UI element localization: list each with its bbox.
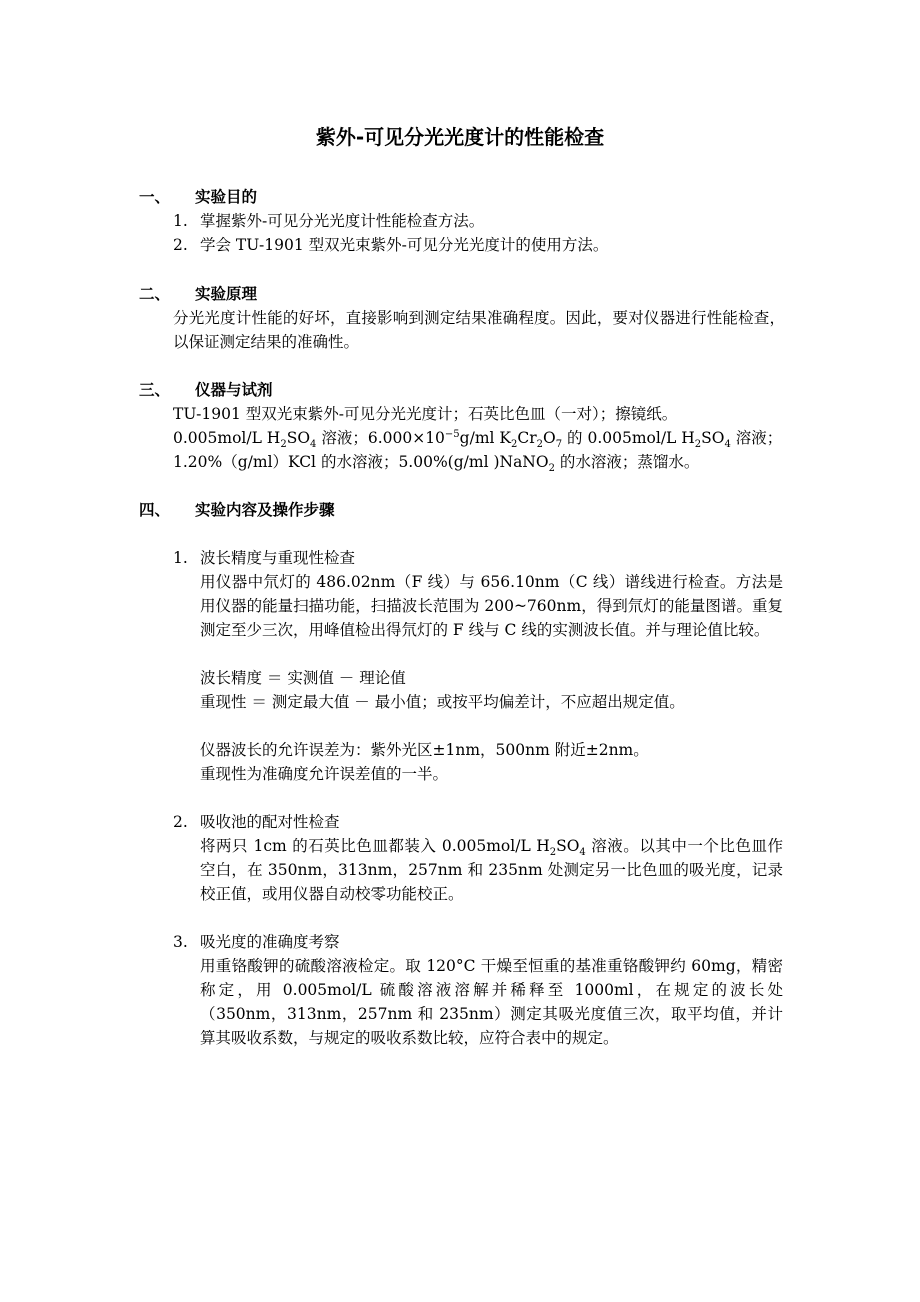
section-title: 实验原理 bbox=[195, 285, 258, 303]
section-number: 四、 bbox=[139, 501, 171, 519]
step-number: 3. bbox=[173, 933, 188, 951]
section-materials bbox=[0, 378, 920, 474]
section-heading bbox=[0, 378, 920, 402]
formula-reproducibility: 重现性 ＝ 测定最大值 － 最小值；或按平均偏差计，不应超出规定值。 bbox=[200, 693, 685, 711]
principle-paragraph: 分光光度计性能的好坏，直接影响到测定结果准确程度。因此，要对仪器进行性能检查，以保证测定结果的准确性。 bbox=[173, 309, 785, 351]
step-title bbox=[0, 546, 920, 570]
step-paragraph: 将两只 1cm 的石英比色皿都装入 0.005mol/L $H_2SO_4$ 溶液。以其中一个比色皿作空白，在 350nm，313nm，257nm 和 235nm 处测定另一比色皿的吸光度，记录校正值，或用仪器自动校零功能校正。 bbox=[200, 837, 783, 903]
section-title: 实验内容及操作步骤 bbox=[195, 501, 335, 519]
step-title-text: 吸光度的准确度考察 bbox=[200, 933, 340, 951]
tolerance-line: 仪器波长的允许误差为：紫外光区±1nm，500nm 附近±2nm。 bbox=[200, 741, 649, 759]
section-title: 仪器与试剂 bbox=[195, 381, 273, 399]
materials-line-instruments: TU-1901 型双光束紫外-可见分光光度计；石英比色皿（一对）；擦镜纸。 bbox=[173, 405, 678, 423]
section-title: 实验目的 bbox=[195, 188, 258, 206]
step-title bbox=[0, 810, 920, 834]
page-title: 紫外-可见分光光度计的性能检查 bbox=[315, 125, 605, 149]
section-principle bbox=[0, 282, 920, 354]
section-heading bbox=[0, 498, 920, 522]
section-objectives bbox=[0, 185, 920, 257]
step-title-text: 波长精度与重现性检查 bbox=[200, 549, 356, 567]
list-item-text: 学会 TU-1901 型双光束紫外-可见分光光度计的使用方法。 bbox=[200, 236, 609, 254]
section-procedure bbox=[0, 498, 920, 1050]
tolerance-line: 重现性为准确度允许误差值的一半。 bbox=[200, 765, 449, 783]
section-number: 一、 bbox=[139, 188, 171, 206]
section-number: 三、 bbox=[139, 381, 171, 399]
materials-line-reagents: 0.005mol/L $H_2SO_4$ 溶液；$6.000\times 10^{-5}g/ml$ $K_2Cr_2O_7$ 的 0.005mol/L $H_2SO_4$ 溶液； bbox=[173, 428, 783, 451]
list-item-text: 掌握紫外-可见分光光度计性能检查方法。 bbox=[200, 212, 485, 230]
list-item bbox=[0, 233, 920, 257]
list-item-number: 1. bbox=[173, 212, 188, 230]
step-number: 2. bbox=[173, 813, 188, 831]
materials-line-solutions: 1.20%（g/ml）KCl 的水溶液；5.00%(g/ml )NaNO$_2$ 的水溶液；蒸馏水。 bbox=[173, 453, 700, 475]
section-heading bbox=[0, 185, 920, 209]
step-paragraph: 用重铬酸钾的硫酸溶液检定。取 120°C 干燥至恒重的基准重铬酸钾约 60mg，精密称定，用 0.005mol/L 硫酸溶液溶解并稀释至 1000ml，在规定的波长处（350nm，313nm，257nm 和 235nm）测定其吸光度值三次，取平均值，并计算其吸收系数，与规定的吸收系数比较，应符合表中的规定。 bbox=[200, 957, 783, 1047]
step-number: 1. bbox=[173, 549, 188, 567]
formula-wavelength-accuracy: 波长精度 ＝ 实测值 － 理论值 bbox=[200, 669, 406, 687]
step-title-text: 吸收池的配对性检查 bbox=[200, 813, 340, 831]
step-paragraph: 用仪器中氘灯的 486.02nm（F 线）与 656.10nm（C 线）谱线进行检查。方法是用仪器的能量扫描功能，扫描波长范围为 200~760nm，得到氘灯的能量图谱。重复测定至少三次，用峰值检出得氘灯的 F 线与 C 线的实测波长值。并与理论值比较。 bbox=[200, 573, 783, 639]
list-item bbox=[0, 209, 920, 233]
section-number: 二、 bbox=[139, 285, 171, 303]
section-heading bbox=[0, 282, 920, 306]
list-item-number: 2. bbox=[173, 236, 188, 254]
step-title bbox=[0, 930, 920, 954]
